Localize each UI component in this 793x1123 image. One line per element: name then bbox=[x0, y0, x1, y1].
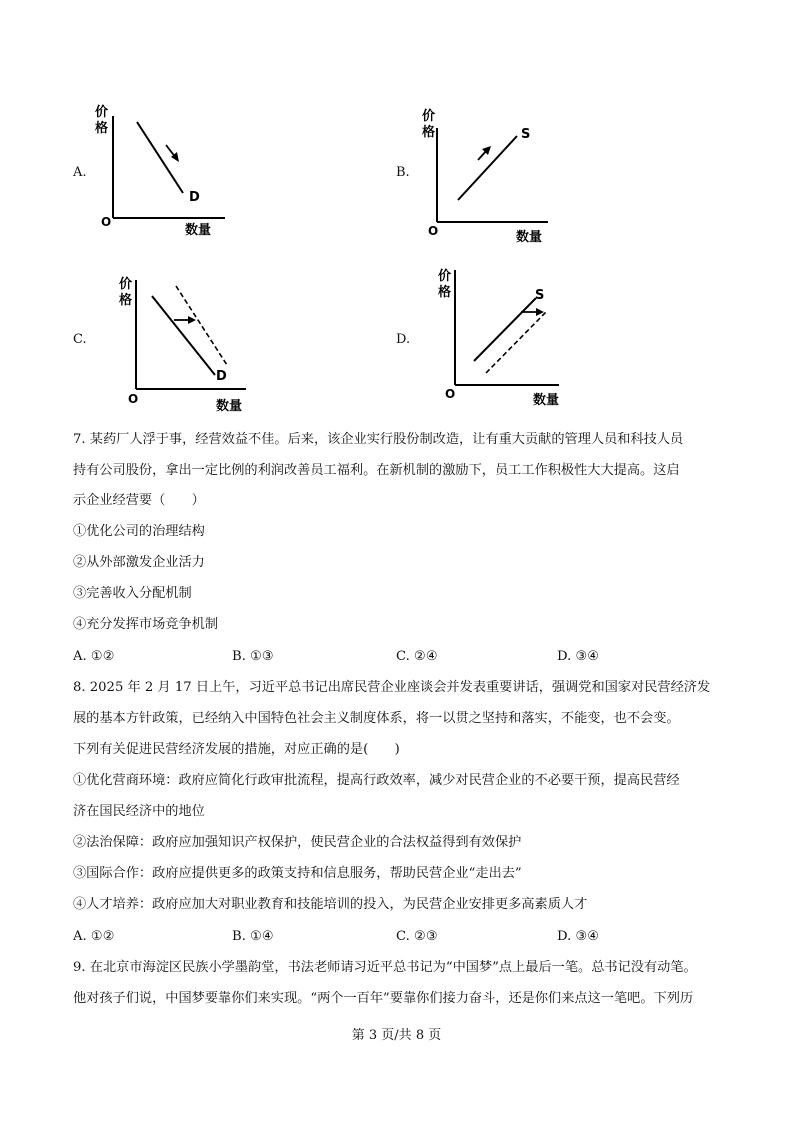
origin-label: O bbox=[428, 224, 439, 238]
page-number: 第 3 页/共 8 页 bbox=[351, 1028, 442, 1043]
option-c-letter: C. bbox=[73, 332, 87, 347]
origin-label: O bbox=[101, 215, 112, 229]
q9-stem-line-1: 9. 在北京市海淀区民族小学墨韵堂，书法老师请习近平总书记为“中国梦”点上最后一笔。总书记没有动笔。 bbox=[73, 960, 697, 975]
q8-item-4: ④人才培养：政府应加大对职业教育和技能培训的投入，为民营企业安排更多高素质人才 bbox=[73, 897, 588, 912]
y-label-1: 价 bbox=[119, 277, 133, 292]
q8-choice-b[interactable]: B. ①④ bbox=[232, 929, 274, 944]
x-label: 数量 bbox=[216, 399, 243, 414]
origin-label: O bbox=[128, 392, 139, 406]
q8-item-2: ②法治保障：政府应加强知识产权保护，使民营企业的合法权益得到有效保护 bbox=[73, 835, 522, 850]
supply-curve-shifted bbox=[486, 312, 546, 373]
demand-curve-shifted bbox=[176, 286, 227, 365]
y-label-2: 格 bbox=[438, 285, 452, 300]
q8-choice-a[interactable]: A. ①② bbox=[73, 929, 115, 944]
q8-item-1a: ①优化营商环境：政府应简化行政审批流程，提高行政效率，减少对民营企业的不必要干预，提高民营经 bbox=[73, 773, 680, 788]
q9-stem-line-2: 他对孩子们说，中国梦要靠你们来实现。“两个一百年”要靠你们接力奋斗，还是你们来点这一笔吧。下列历 bbox=[73, 991, 694, 1006]
q8-item-3: ③国际合作：政府应提供更多的政策支持和信息服务，帮助民营企业“走出去” bbox=[73, 866, 522, 881]
option-d-graph bbox=[435, 262, 575, 412]
option-b-graph bbox=[420, 100, 570, 245]
supply-curve bbox=[458, 136, 517, 200]
curve-label: S bbox=[535, 288, 545, 303]
q7-choice-a[interactable]: A. ①② bbox=[73, 649, 115, 664]
x-label: 数量 bbox=[516, 230, 543, 245]
x-label: 数量 bbox=[185, 223, 212, 238]
q7-item-2: ②从外部激发企业活力 bbox=[73, 555, 205, 570]
curve-label: D bbox=[216, 369, 227, 384]
q8-choice-c[interactable]: C. ②③ bbox=[396, 929, 438, 944]
x-label: 数量 bbox=[533, 393, 560, 408]
y-label-1: 价 bbox=[422, 109, 436, 124]
q7-choice-c[interactable]: C. ②④ bbox=[396, 649, 438, 664]
y-label-2: 格 bbox=[95, 121, 109, 136]
q8-stem-line-1: 8. 2025 年 2 月 17 日上午，习近平总书记出席民营企业座谈会并发表重要讲话，强调党和国家对民营经济发 bbox=[73, 680, 711, 695]
option-d-letter: D. bbox=[396, 332, 411, 347]
q8-stem-line-3: 下列有关促进民营经济发展的措施，对应正确的是( ) bbox=[73, 742, 400, 757]
origin-label: O bbox=[445, 387, 456, 401]
option-b-letter: B. bbox=[396, 165, 410, 180]
q7-stem-line-2: 持有公司股份，拿出一定比例的利润改善员工福利。在新机制的激励下，员工工作积极性大大提高。这启 bbox=[73, 463, 680, 478]
q8-item-1b: 济在国民经济中的地位 bbox=[73, 804, 205, 819]
q7-item-1: ①优化公司的治理结构 bbox=[73, 524, 205, 539]
q7-stem-line-3: 示企业经营要（ ） bbox=[73, 493, 205, 508]
y-label-1: 价 bbox=[438, 269, 452, 284]
curve-label: S bbox=[521, 127, 531, 142]
q7-stem-line-1: 7. 某药厂人浮于事，经营效益不佳。后来，该企业实行股份制改造，让有重大贡献的管理人员和科技人员 bbox=[73, 432, 684, 447]
y-label-2: 格 bbox=[422, 125, 436, 140]
q7-item-4: ④充分发挥市场竞争机制 bbox=[73, 617, 219, 632]
q7-choice-d[interactable]: D. ③④ bbox=[557, 649, 600, 664]
q8-choice-d[interactable]: D. ③④ bbox=[557, 929, 600, 944]
q7-choice-b[interactable]: B. ①③ bbox=[232, 649, 274, 664]
supply-curve-original bbox=[474, 298, 536, 361]
option-c-graph bbox=[118, 268, 258, 418]
q8-stem-line-2: 展的基本方针政策，已经纳入中国特色社会主义制度体系，将一以贯之坚持和落实，不能变，也不会变。 bbox=[73, 711, 680, 726]
option-a-graph bbox=[95, 100, 245, 240]
y-label-1: 价 bbox=[95, 105, 109, 120]
q7-item-3: ③完善收入分配机制 bbox=[73, 586, 192, 601]
y-label-2: 格 bbox=[119, 293, 133, 308]
curve-label: D bbox=[189, 190, 200, 205]
option-a-letter: A. bbox=[73, 165, 87, 180]
demand-curve-original bbox=[152, 296, 215, 375]
